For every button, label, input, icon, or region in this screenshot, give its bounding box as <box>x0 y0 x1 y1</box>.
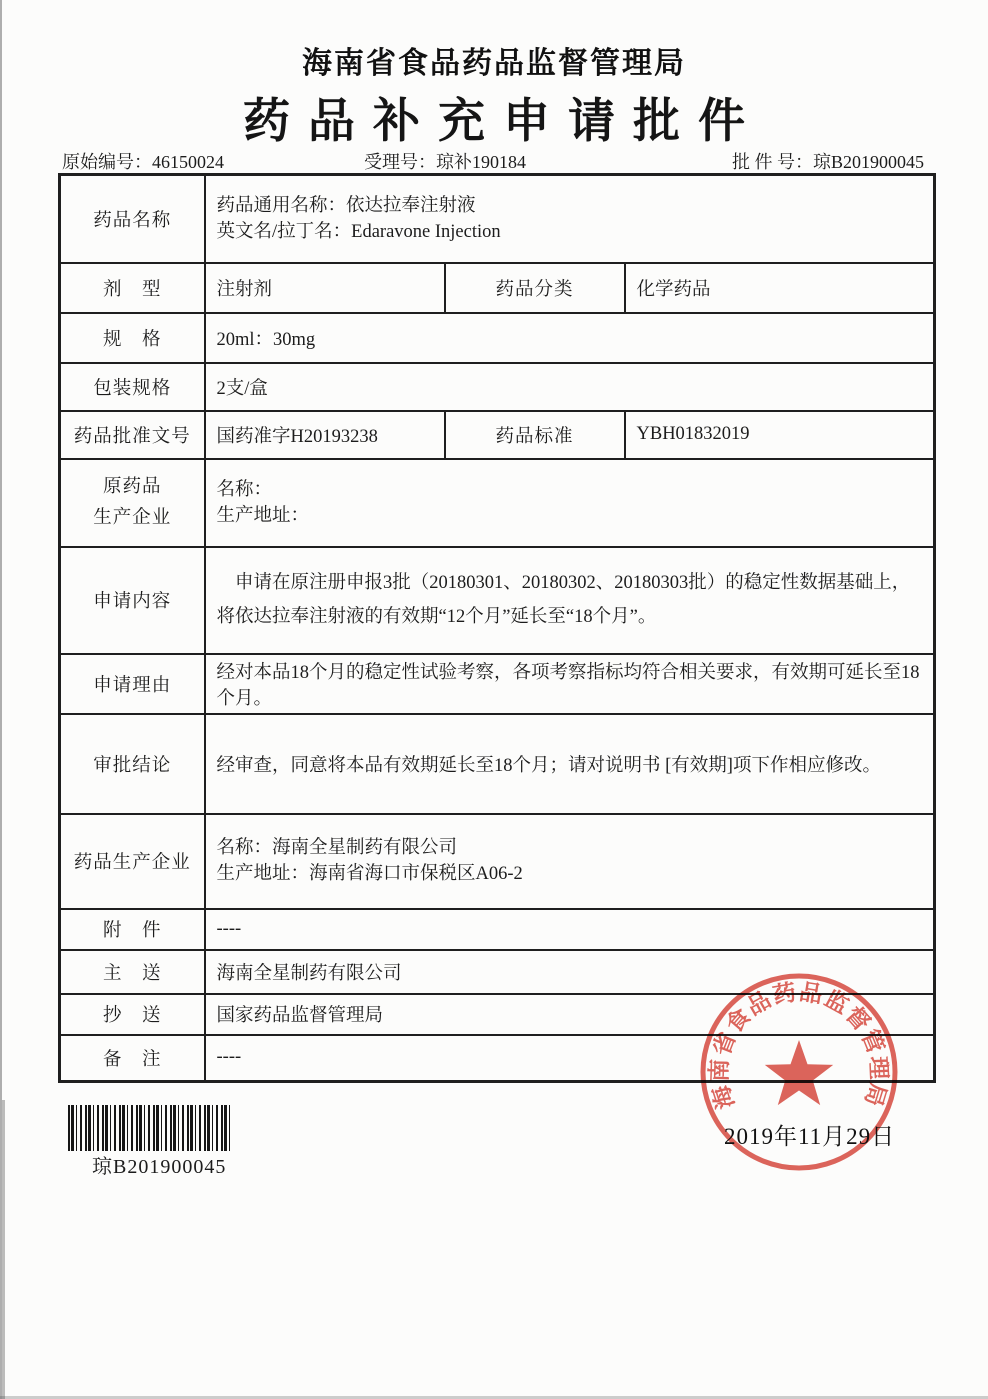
orig-manufacturer-cell <box>205 459 935 547</box>
drug-name-cell <box>205 175 935 263</box>
orig-manufacturer-lines <box>217 467 934 539</box>
approval-number-value: 琼B201900045 <box>813 152 925 172</box>
attachment-value: ---- <box>205 909 935 950</box>
table-row <box>60 547 935 654</box>
approval-conclusion-text: 经审查，同意将本品有效期延长至18个月；请对说明书 [有效期]项下作相应修改。 <box>216 755 881 776</box>
table-row <box>60 814 935 909</box>
table-row <box>60 459 935 547</box>
scan-edge-artifact <box>2 1100 5 1399</box>
orig-manufacturer-label <box>60 459 205 547</box>
application-content-text: 申请在原注册申报3批（20180301、20180302、20180303批）的稳定性数据基础上，将依达拉奉注射液的有效期“12个月”延长至“18个月”。 <box>216 573 911 627</box>
table-row <box>60 263 935 313</box>
table-row <box>60 714 935 814</box>
acceptance-number-value: 琼补190184 <box>436 152 526 172</box>
approval-no-value: 国药准字H20193238 <box>205 411 445 459</box>
original-number-value: 46150024 <box>152 152 224 172</box>
dosage-form-label: 剂 型 <box>60 263 205 313</box>
table-row <box>60 654 935 714</box>
approval-conclusion-label: 审批结论 <box>60 714 205 814</box>
dosage-form-value: 注射剂 <box>205 263 445 313</box>
stamp-date: 2019年11月29日 <box>724 1124 896 1149</box>
application-content-cell <box>205 547 935 654</box>
generic-name: 药品通用名称：依达拉奉注射液 <box>216 195 476 216</box>
manufacturer-lines <box>217 825 934 897</box>
drug-standard-value: YBH01832019 <box>625 411 935 459</box>
drug-standard-label: 药品标准 <box>445 411 625 459</box>
pack-spec-label: 包装规格 <box>60 363 205 411</box>
table-row <box>60 994 935 1035</box>
approval-no-label: 药品批准文号 <box>60 411 205 459</box>
manufacturer-address: 生产地址：海南省海口市保税区A06-2 <box>216 864 523 884</box>
drug-category-value: 化学药品 <box>625 263 935 313</box>
drug-name-lines <box>217 183 934 255</box>
table-row <box>60 1035 935 1082</box>
drug-name-label: 药品名称 <box>60 175 205 263</box>
remark-value: ---- <box>205 1035 935 1082</box>
main-send-label: 主 送 <box>60 950 205 994</box>
manufacturer-label: 药品生产企业 <box>60 814 205 909</box>
acceptance-number <box>364 148 526 174</box>
table-row <box>60 950 935 994</box>
original-number <box>62 148 224 174</box>
table-row <box>60 909 935 950</box>
stamp-arc-text: 海南省食品药品监督管理局 <box>706 979 892 1112</box>
drug-category-label: 药品分类 <box>445 263 625 313</box>
orig-manufacturer-label-line1: 原药品 <box>102 476 162 497</box>
table-row <box>60 363 935 411</box>
manufacturer-name: 名称：海南全星制药有限公司 <box>216 838 458 858</box>
table-row <box>60 175 935 263</box>
barcode-text: 琼B201900045 <box>92 1156 227 1178</box>
table-row <box>60 313 935 363</box>
remark-label: 备 注 <box>60 1035 205 1082</box>
approval-conclusion-cell <box>205 714 935 814</box>
approval-number <box>732 148 924 174</box>
spec-label: 规 格 <box>60 313 205 363</box>
application-content-label: 申请内容 <box>60 547 205 654</box>
cc-send-value: 国家药品监督管理局 <box>205 994 935 1035</box>
original-number-label: 原始编号： <box>62 152 152 172</box>
agency-title: 海南省食品药品监督管理局 <box>302 47 686 80</box>
orig-manufacturer-address: 生产地址： <box>216 505 310 526</box>
cc-send-label: 抄 送 <box>60 994 205 1035</box>
spec-value: 20ml：30mg <box>205 313 935 363</box>
manufacturer-cell <box>205 814 935 909</box>
application-reason-text: 经对本品18个月的稳定性试验考察，各项考察指标均符合相关要求，有效期可延长至18个月。 <box>216 662 920 709</box>
attachment-label: 附 件 <box>60 909 205 950</box>
main-send-value: 海南全星制药有限公司 <box>205 950 935 994</box>
barcode <box>68 1105 232 1151</box>
approval-table <box>58 173 936 1083</box>
orig-manufacturer-label-line2: 生产企业 <box>93 507 172 528</box>
pack-spec-value: 2支/盒 <box>205 363 935 411</box>
orig-manufacturer-name: 名称： <box>216 479 273 500</box>
application-reason-label: 申请理由 <box>60 654 205 714</box>
document-title: 药品补充申请批件 <box>243 96 763 148</box>
english-name: 英文名/拉丁名：Edaravone Injection <box>216 221 501 242</box>
approval-number-label: 批 件 号： <box>732 152 813 172</box>
application-reason-cell <box>205 654 935 714</box>
acceptance-number-label: 受理号： <box>364 152 436 172</box>
table-row <box>60 411 935 459</box>
